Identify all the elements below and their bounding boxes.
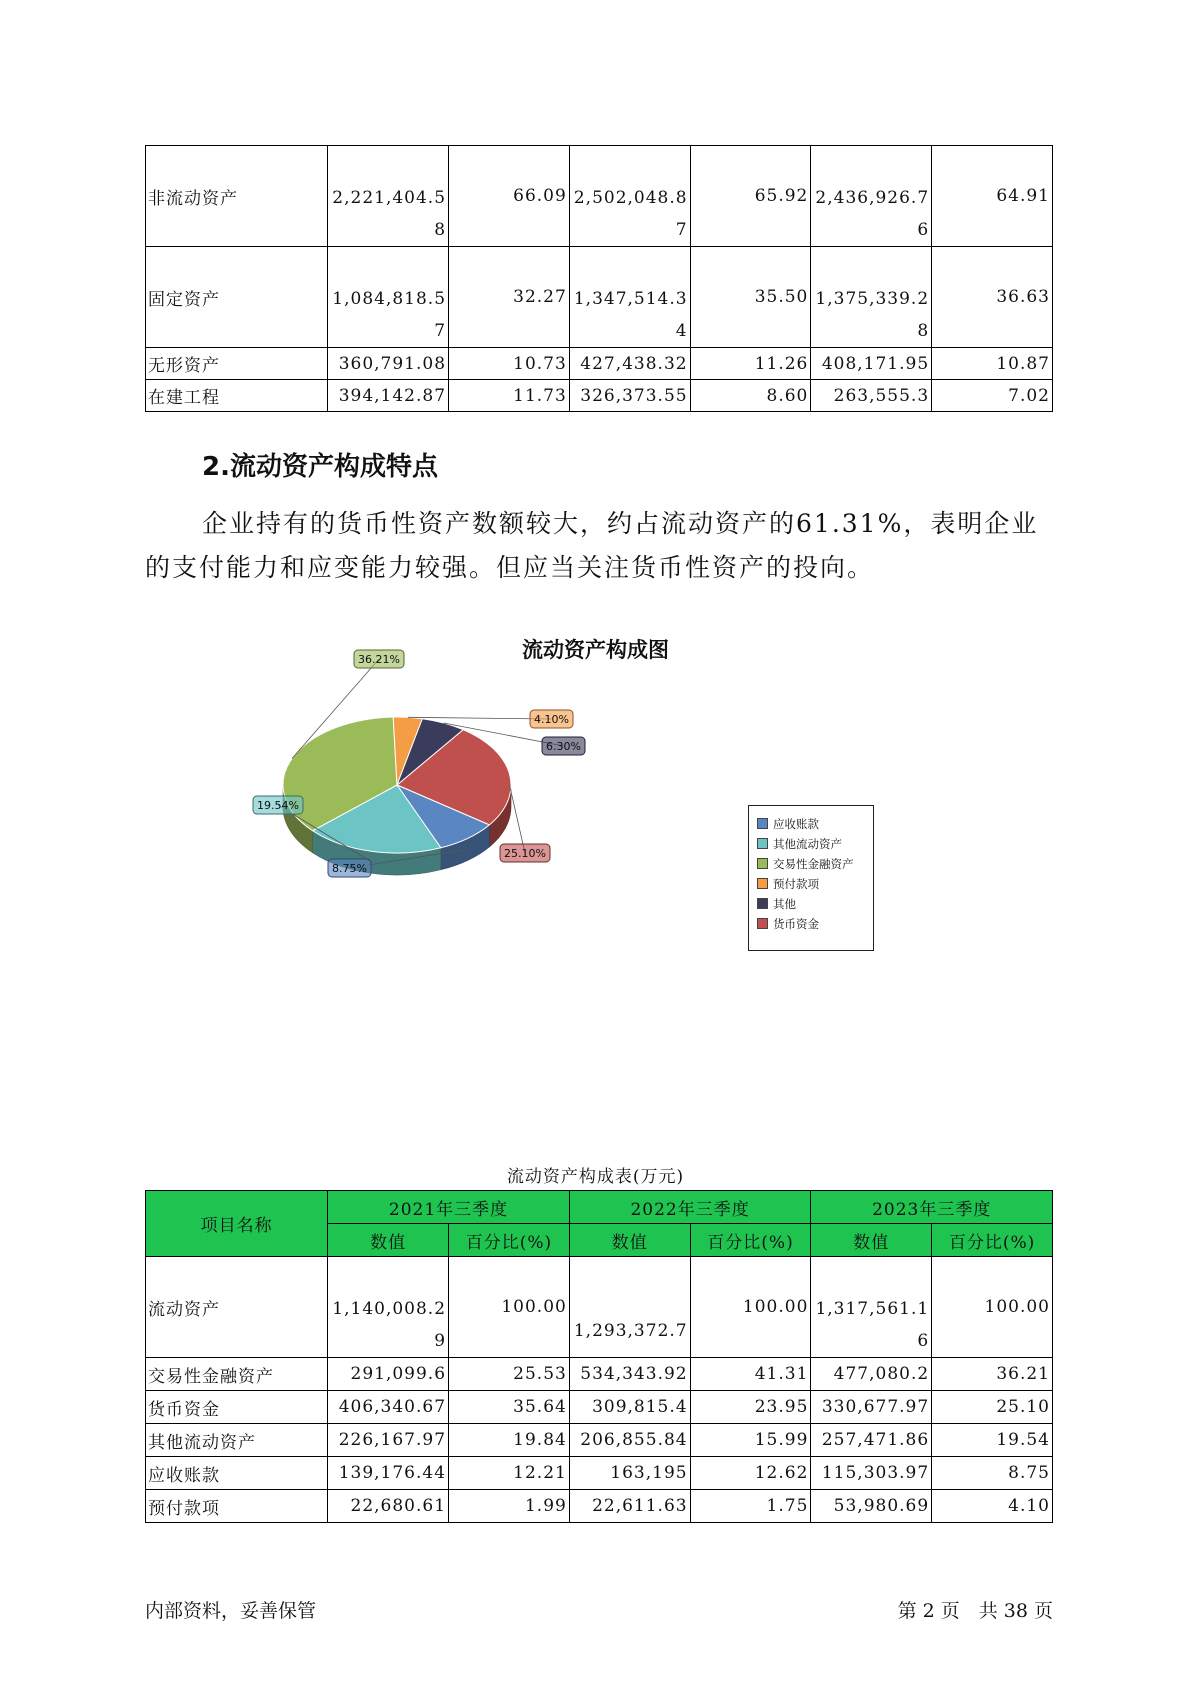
header-pct: 百分比(%) xyxy=(932,1224,1053,1257)
legend-label: 货币资金 xyxy=(773,917,819,931)
cell-pct: 66.09 xyxy=(449,146,570,247)
cell-pct: 10.73 xyxy=(449,348,570,380)
header-year: 2021年三季度 xyxy=(328,1191,570,1224)
table-row xyxy=(146,348,1053,380)
cell-value: 330,677.97 xyxy=(811,1391,932,1424)
table-row xyxy=(146,1457,1053,1490)
header-item-name: 项目名称 xyxy=(146,1191,328,1257)
cell-pct: 25.53 xyxy=(449,1358,570,1391)
legend-swatch xyxy=(757,898,768,909)
cell-pct: 10.87 xyxy=(932,348,1053,380)
cell-pct: 11.73 xyxy=(449,380,570,412)
cell-value: 2,502,048.87 xyxy=(569,146,690,247)
legend-item xyxy=(757,874,819,894)
paragraph-line: 企业持有的货币性资产数额较大，约占流动资产的61.31%，表明企业 xyxy=(202,509,1039,538)
pie-data-label: 36.21% xyxy=(358,653,400,666)
pie-data-label: 6.30% xyxy=(546,740,581,753)
cell-value: 1,347,514.34 xyxy=(569,247,690,348)
table-row xyxy=(146,1257,1053,1358)
legend-item xyxy=(757,914,819,934)
pie-data-label: 8.75% xyxy=(332,862,367,875)
cell-pct: 12.62 xyxy=(690,1457,811,1490)
chart-title: 流动资产构成图 xyxy=(522,638,669,662)
pie-data-label: 19.54% xyxy=(257,799,299,812)
pie-leader-line xyxy=(510,785,525,853)
cell-value: 326,373.55 xyxy=(569,380,690,412)
table-row xyxy=(146,1490,1053,1523)
row-name: 其他流动资产 xyxy=(146,1424,328,1457)
current-assets-table xyxy=(145,1190,1053,1523)
legend-label: 应收账款 xyxy=(773,817,819,831)
header-value: 数值 xyxy=(328,1224,449,1257)
cell-pct: 100.00 xyxy=(449,1257,570,1358)
cell-value: 206,855.84 xyxy=(569,1424,690,1457)
legend-item xyxy=(757,834,842,854)
legend-swatch xyxy=(757,818,768,829)
cell-value: 1,317,561.16 xyxy=(811,1257,932,1358)
cell-value: 427,438.32 xyxy=(569,348,690,380)
cell-pct: 64.91 xyxy=(932,146,1053,247)
table-row xyxy=(146,146,1053,247)
cell-value: 1,375,339.28 xyxy=(811,247,932,348)
paragraph-line: 的支付能力和应变能力较强。但应当关注货币性资产的投向。 xyxy=(145,553,875,582)
cell-value: 2,221,404.58 xyxy=(328,146,449,247)
footer-confidential-note: 内部资料，妥善保管 xyxy=(145,1600,317,1622)
cell-value: 53,980.69 xyxy=(811,1490,932,1523)
row-name: 货币资金 xyxy=(146,1391,328,1424)
header-pct: 百分比(%) xyxy=(690,1224,811,1257)
legend-swatch xyxy=(757,918,768,929)
non-current-assets-table xyxy=(145,145,1053,412)
cell-value: 139,176.44 xyxy=(328,1457,449,1490)
cell-pct: 12.21 xyxy=(449,1457,570,1490)
cell-pct: 19.84 xyxy=(449,1424,570,1457)
row-name: 在建工程 xyxy=(146,380,328,412)
section-heading: 2.流动资产构成特点 xyxy=(202,452,438,482)
footer-page-number: 第 2 页 共 38 页 xyxy=(897,1600,1053,1622)
pie-data-label: 25.10% xyxy=(504,847,546,860)
table-header-row xyxy=(146,1191,1053,1224)
cell-pct: 65.92 xyxy=(690,146,811,247)
legend-swatch xyxy=(757,858,768,869)
cell-pct: 35.64 xyxy=(449,1391,570,1424)
cell-pct: 8.75 xyxy=(932,1457,1053,1490)
legend-item xyxy=(757,814,819,834)
legend-label: 交易性金融资产 xyxy=(773,857,854,871)
legend-item xyxy=(757,894,796,914)
header-pct: 百分比(%) xyxy=(449,1224,570,1257)
cell-pct: 1.99 xyxy=(449,1490,570,1523)
legend-item xyxy=(757,854,854,874)
table-row xyxy=(146,1424,1053,1457)
pie-data-label: 4.10% xyxy=(534,713,569,726)
cell-pct: 35.50 xyxy=(690,247,811,348)
cell-pct: 8.60 xyxy=(690,380,811,412)
header-year: 2023年三季度 xyxy=(811,1191,1053,1224)
legend-label: 预付款项 xyxy=(773,877,819,891)
cell-value: 408,171.95 xyxy=(811,348,932,380)
cell-value: 257,471.86 xyxy=(811,1424,932,1457)
cell-pct: 11.26 xyxy=(690,348,811,380)
row-name: 非流动资产 xyxy=(146,146,328,247)
row-name: 流动资产 xyxy=(146,1257,328,1358)
row-name: 交易性金融资产 xyxy=(146,1358,328,1391)
cell-value: 2,436,926.76 xyxy=(811,146,932,247)
legend-label: 其他 xyxy=(773,897,796,911)
cell-value: 1,293,372.7 xyxy=(569,1257,690,1358)
cell-value: 115,303.97 xyxy=(811,1457,932,1490)
table-row xyxy=(146,380,1053,412)
chart-legend xyxy=(748,805,874,951)
header-value: 数值 xyxy=(811,1224,932,1257)
cell-value: 534,343.92 xyxy=(569,1358,690,1391)
row-name: 无形资产 xyxy=(146,348,328,380)
cell-pct: 100.00 xyxy=(932,1257,1053,1358)
cell-value: 22,611.63 xyxy=(569,1490,690,1523)
cell-value: 291,099.6 xyxy=(328,1358,449,1391)
cell-pct: 36.63 xyxy=(932,247,1053,348)
cell-value: 360,791.08 xyxy=(328,348,449,380)
cell-value: 263,555.3 xyxy=(811,380,932,412)
cell-value: 394,142.87 xyxy=(328,380,449,412)
cell-pct: 36.21 xyxy=(932,1358,1053,1391)
cell-pct: 23.95 xyxy=(690,1391,811,1424)
cell-pct: 19.54 xyxy=(932,1424,1053,1457)
row-name: 应收账款 xyxy=(146,1457,328,1490)
row-name: 预付款项 xyxy=(146,1490,328,1523)
cell-value: 1,140,008.29 xyxy=(328,1257,449,1358)
cell-value: 406,340.67 xyxy=(328,1391,449,1424)
cell-pct: 7.02 xyxy=(932,380,1053,412)
table-row xyxy=(146,1358,1053,1391)
header-value: 数值 xyxy=(569,1224,690,1257)
cell-value: 22,680.61 xyxy=(328,1490,449,1523)
cell-value: 226,167.97 xyxy=(328,1424,449,1457)
cell-pct: 1.75 xyxy=(690,1490,811,1523)
header-year: 2022年三季度 xyxy=(569,1191,811,1224)
cell-pct: 32.27 xyxy=(449,247,570,348)
table-row xyxy=(146,1391,1053,1424)
cell-pct: 41.31 xyxy=(690,1358,811,1391)
cell-value: 477,080.2 xyxy=(811,1358,932,1391)
legend-swatch xyxy=(757,878,768,889)
cell-value: 1,084,818.57 xyxy=(328,247,449,348)
row-name: 固定资产 xyxy=(146,247,328,348)
cell-value: 309,815.4 xyxy=(569,1391,690,1424)
legend-label: 其他流动资产 xyxy=(773,837,842,851)
cell-pct: 25.10 xyxy=(932,1391,1053,1424)
pie-chart xyxy=(200,653,620,940)
cell-pct: 15.99 xyxy=(690,1424,811,1457)
legend-swatch xyxy=(757,838,768,849)
cell-pct: 100.00 xyxy=(690,1257,811,1358)
table-caption: 流动资产构成表(万元) xyxy=(506,1167,685,1187)
table-row xyxy=(146,247,1053,348)
cell-value: 163,195 xyxy=(569,1457,690,1490)
cell-pct: 4.10 xyxy=(932,1490,1053,1523)
